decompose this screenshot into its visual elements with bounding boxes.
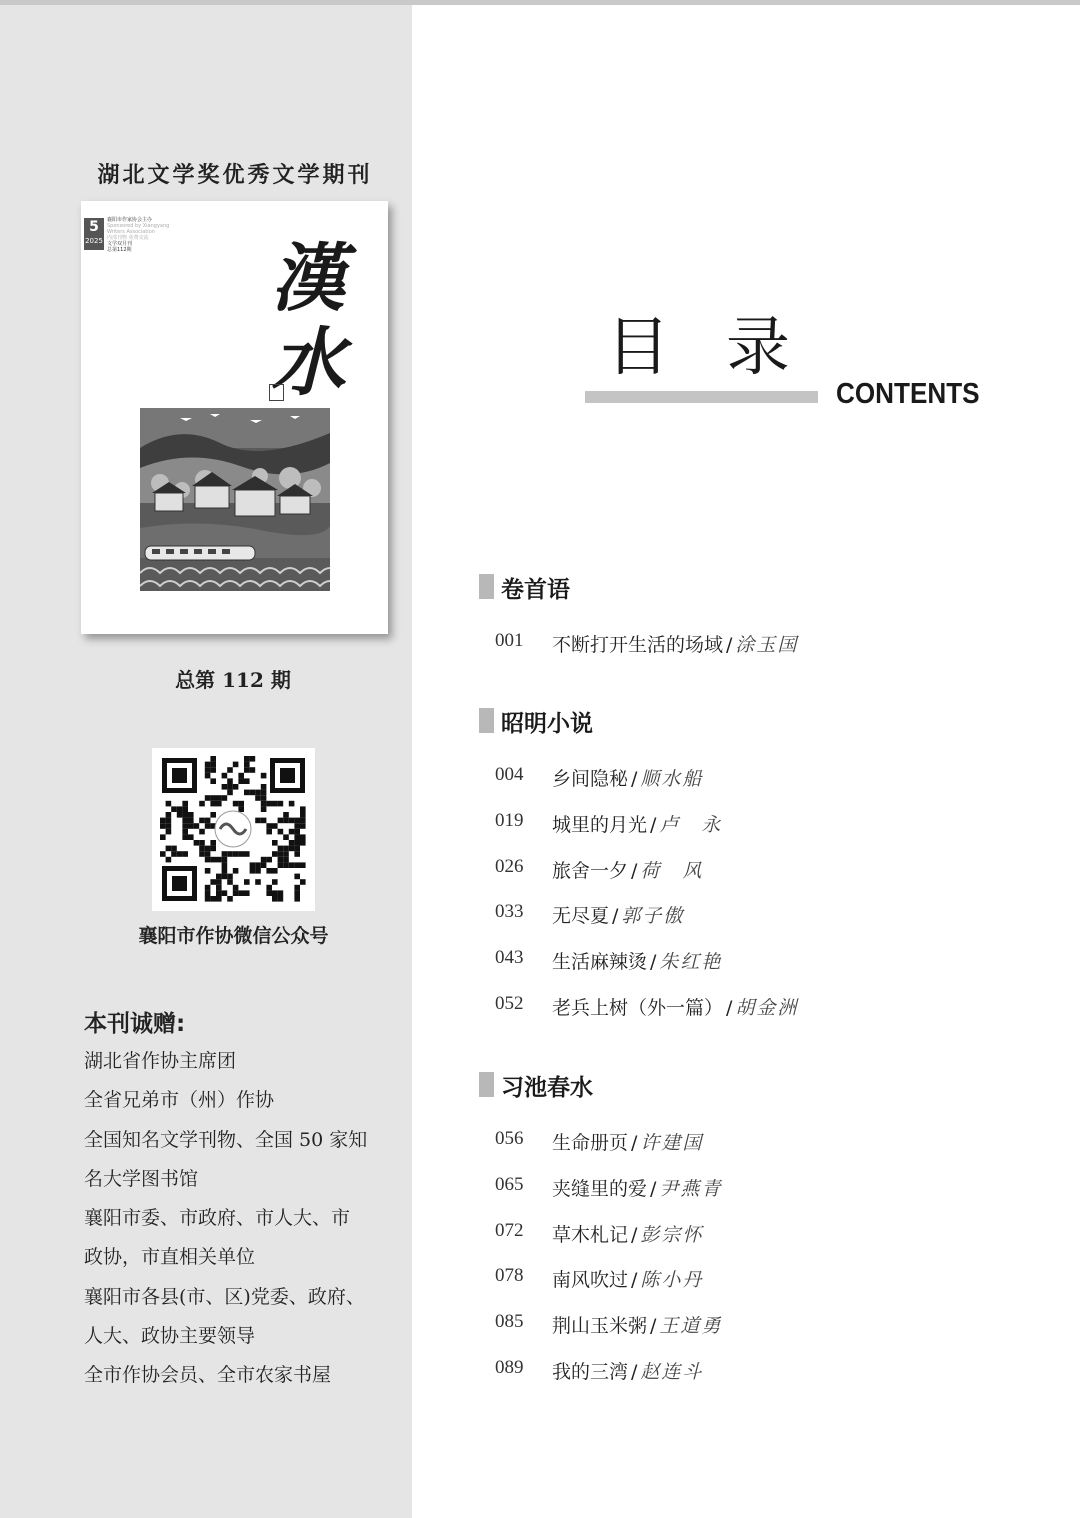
entry-author: 尹燕青 (659, 1177, 723, 1200)
section-header (479, 572, 1039, 602)
entry-author: 陈小丹 (640, 1269, 704, 1292)
entry-page: 056 (495, 1128, 524, 1149)
section-title: 昭明小说 (501, 710, 593, 737)
entry-title-line (552, 1265, 703, 1292)
cover-issue-number: 5 (89, 219, 99, 235)
cover-frequency: 文学双月刊 (107, 241, 133, 247)
entry-title-line (552, 1311, 722, 1338)
cover-title-char-2: 水 (271, 320, 345, 406)
gift-line: 全市作协会员、全市农家书屋 (84, 1364, 332, 1387)
separator: / (650, 1177, 657, 1200)
separator: / (631, 1223, 638, 1246)
cover-sponsor-en-1: Sponsored by Xiangyang (107, 223, 170, 229)
toc-section (479, 706, 1039, 1019)
gift-heading: 本刊诚赠: (84, 1011, 186, 1037)
entry-author: 许建国 (640, 1132, 704, 1154)
gift-line: 湖北省作协主席团 (84, 1050, 237, 1072)
entry-page: 026 (495, 855, 524, 877)
gift-line: 人大、政协主要领导 (84, 1325, 256, 1348)
separator: / (631, 1269, 638, 1292)
section-marker (479, 1072, 494, 1097)
separator: / (631, 859, 638, 882)
entry-page: 052 (495, 993, 524, 1014)
entry-title: 旅舍一夕 (552, 859, 629, 882)
cover-illustration (140, 408, 330, 591)
qr-label: 襄阳市作协微信公众号 (138, 925, 329, 947)
entry-page: 065 (495, 1173, 524, 1195)
cover-circulation: 内部刊物 免费交流 (107, 235, 149, 241)
entry-title: 生命册页 (552, 1132, 629, 1154)
separator: / (726, 634, 733, 656)
entry-title: 生活麻辣烫 (552, 951, 648, 974)
entry-title: 草木札记 (552, 1223, 629, 1246)
entry-title-line (552, 993, 798, 1020)
entry-page: 043 (495, 947, 524, 969)
entry-title-line (552, 1220, 703, 1247)
entry-title: 老兵上树（外一篇） (552, 997, 724, 1019)
entry-page: 019 (495, 809, 524, 831)
entry-author: 王道勇 (659, 1315, 723, 1338)
issue-total: 总第 112 期 (175, 668, 291, 692)
award-text: 湖北文学奖优秀文学期刊 (97, 163, 373, 188)
entry-author: 朱红艳 (659, 951, 723, 974)
cover-year: 2025 (85, 237, 103, 245)
toc-section (479, 572, 1039, 656)
separator: / (631, 1132, 638, 1154)
section-title: 习池春水 (501, 1074, 593, 1101)
entry-title: 夹缝里的爱 (552, 1177, 648, 1200)
entry-author: 荷 风 (640, 859, 704, 882)
contents-title-cn: 目录 (606, 311, 846, 385)
entry-title: 乡间隐秘 (552, 768, 629, 790)
entry-author: 赵连斗 (640, 1361, 704, 1383)
entry-title-line (552, 1128, 703, 1155)
entry-title: 无尽夏 (552, 905, 610, 928)
entry-author: 彭宗怀 (640, 1223, 704, 1246)
gift-line: 政协，市直相关单位 (84, 1246, 256, 1269)
entry-author: 涂玉国 (735, 634, 799, 656)
entry-author: 顺水船 (640, 768, 704, 790)
entry-page: 089 (495, 1357, 524, 1378)
cover-title-char-1: 漢 (271, 236, 345, 322)
contents-title-bar (585, 391, 818, 403)
cover-title (263, 237, 353, 405)
qr-code (152, 748, 315, 911)
entry-page: 004 (495, 764, 524, 785)
entry-author: 卢 永 (659, 813, 723, 836)
section-marker (479, 708, 494, 733)
section-header (479, 706, 1039, 736)
toc-section (479, 1070, 1039, 1383)
entry-title-line (552, 901, 684, 928)
cover-total: 总第112期 (107, 247, 132, 253)
entry-page: 085 (495, 1311, 524, 1333)
entry-title: 我的三湾 (552, 1361, 629, 1383)
entry-title: 荆山玉米粥 (552, 1315, 648, 1338)
gift-line: 名大学图书馆 (84, 1167, 199, 1190)
magazine-cover (81, 201, 388, 634)
gift-list (84, 1042, 404, 1396)
entry-title-line (552, 764, 703, 791)
contents-title-en: CONTENTS (836, 378, 980, 410)
section-marker (479, 574, 494, 599)
separator: / (612, 905, 619, 928)
entry-author: 胡金洲 (735, 997, 799, 1019)
cover-sponsor: 襄阳市作家协会主办 (107, 217, 153, 223)
separator: / (726, 997, 733, 1019)
entry-title-line (552, 1174, 722, 1201)
entry-title: 不断打开生活的场域 (552, 634, 724, 656)
entry-page: 001 (495, 630, 524, 651)
gift-line: 全国知名文学刊物、全国 50 家知 (84, 1128, 368, 1151)
entry-page: 072 (495, 1219, 524, 1241)
entry-page: 078 (495, 1265, 524, 1287)
entry-page: 033 (495, 901, 524, 923)
entry-title-line (552, 947, 722, 974)
separator: / (631, 768, 638, 790)
separator: / (650, 951, 657, 974)
gift-line: 全省兄弟市（州）作协 (84, 1089, 275, 1112)
gift-line: 襄阳市各县(市、区)党委、政府、 (84, 1285, 365, 1308)
entry-title-line (552, 630, 798, 657)
entry-author: 郭子傲 (621, 905, 685, 928)
separator: / (631, 1361, 638, 1383)
section-title: 卷首语 (501, 576, 570, 603)
separator: / (650, 1315, 657, 1338)
entry-title-line (552, 856, 703, 883)
cover-issue-badge (84, 218, 104, 250)
seal-icon (269, 384, 284, 401)
entry-title-line (552, 810, 722, 837)
entry-title-line (552, 1357, 703, 1384)
entry-title: 南风吹过 (552, 1269, 629, 1292)
gift-line: 襄阳市委、市政府、市人大、市 (84, 1207, 351, 1230)
cover-info (107, 217, 227, 253)
entry-title: 城里的月光 (552, 813, 648, 836)
section-header (479, 1070, 1039, 1100)
separator: / (650, 813, 657, 836)
cover-sponsor-en-2: Writers Association (107, 229, 155, 235)
